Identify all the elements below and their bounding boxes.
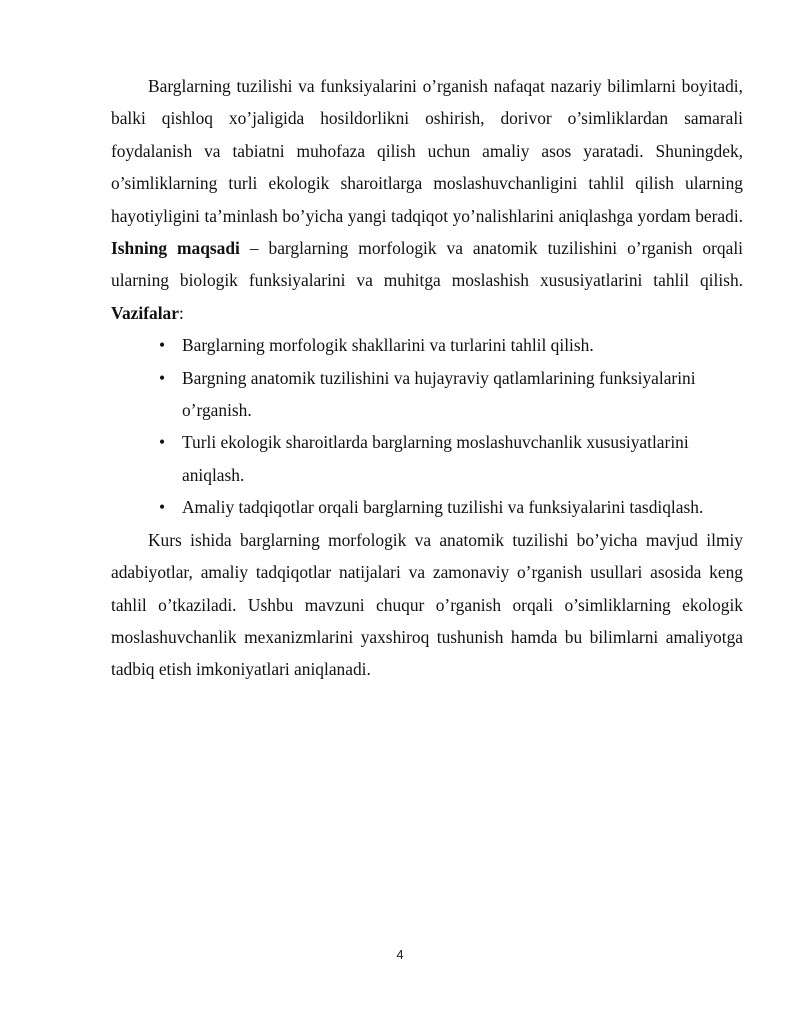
bullet-icon: • <box>159 497 166 518</box>
tasks-list <box>111 329 743 523</box>
list-item <box>159 362 743 427</box>
conclusion-paragraph: Kurs ishida barglarning morfologik va anatomik tuzilishi bo’yicha mavjud ilmiy adabiyotlar, amaliy tadqiqotlar natijalari va zamonaviy o’rganish usullari asosida keng tahlil o’tkaziladi. Ushbu mavzuni chuqur o’rganish orqali o’simliklarning ekologik moslashuvchanlik mexanizmlarini yaxshiroq tushunish hamda bu bilimlarni amaliyotga tadbiq etish imkoniyatlari aniqlanadi. <box>111 529 743 680</box>
aim-text: – barglarning morfologik va anatomik tuzilishini o’rganish orqali ularning biologik funksiyalarini va muhitga moslashish xususiyatlarini tahlil qilish. <box>111 238 743 291</box>
list-item-text: Bargning anatomik tuzilishini va hujayraviy qatlamlarining funksiyalarini o’rganish. <box>182 367 696 421</box>
list-item <box>159 426 743 491</box>
list-item <box>159 491 743 523</box>
bullet-icon: • <box>159 367 166 388</box>
tasks-label: Vazifalar <box>111 302 179 323</box>
list-item-text: Barglarning morfologik shakllarini va turlarini tahlil qilish. <box>182 335 594 356</box>
tasks-colon: : <box>178 302 184 323</box>
bullet-icon: • <box>159 432 166 453</box>
document-page <box>111 70 743 686</box>
bullet-icon: • <box>159 335 166 356</box>
aim-label: Ishning maqsadi <box>111 238 240 259</box>
intro-paragraph <box>111 70 743 329</box>
list-item-text: Amaliy tadqiqotlar orqali barglarning tuzilishi va funksiyalarini tasdiqlash. <box>182 497 704 518</box>
list-item-text: Turli ekologik sharoitlarda barglarning moslashuvchanlik xususiyatlarini aniqlash. <box>182 432 689 485</box>
page-number: 4 <box>396 947 404 962</box>
list-item <box>159 329 743 361</box>
intro-text: Barglarning tuzilishi va funksiyalarini o’rganish nafaqat nazariy bilimlarni boyitadi, balki qishloq xo’jaligida hosildorlikni oshirish, dorivor o’simliklardan samarali foydalanish va tabiatni muhofaza qilish uchun amaliy asos yaratadi. Shuningdek, o’simliklarning turli ekologik sharoitlarga moslashuvchanligini tahlil qilish ularning hayotiyligini ta’minlash bo’yicha yangi tadqiqot yo’nalishlarini aniqlashga yordam beradi. <box>111 76 743 226</box>
